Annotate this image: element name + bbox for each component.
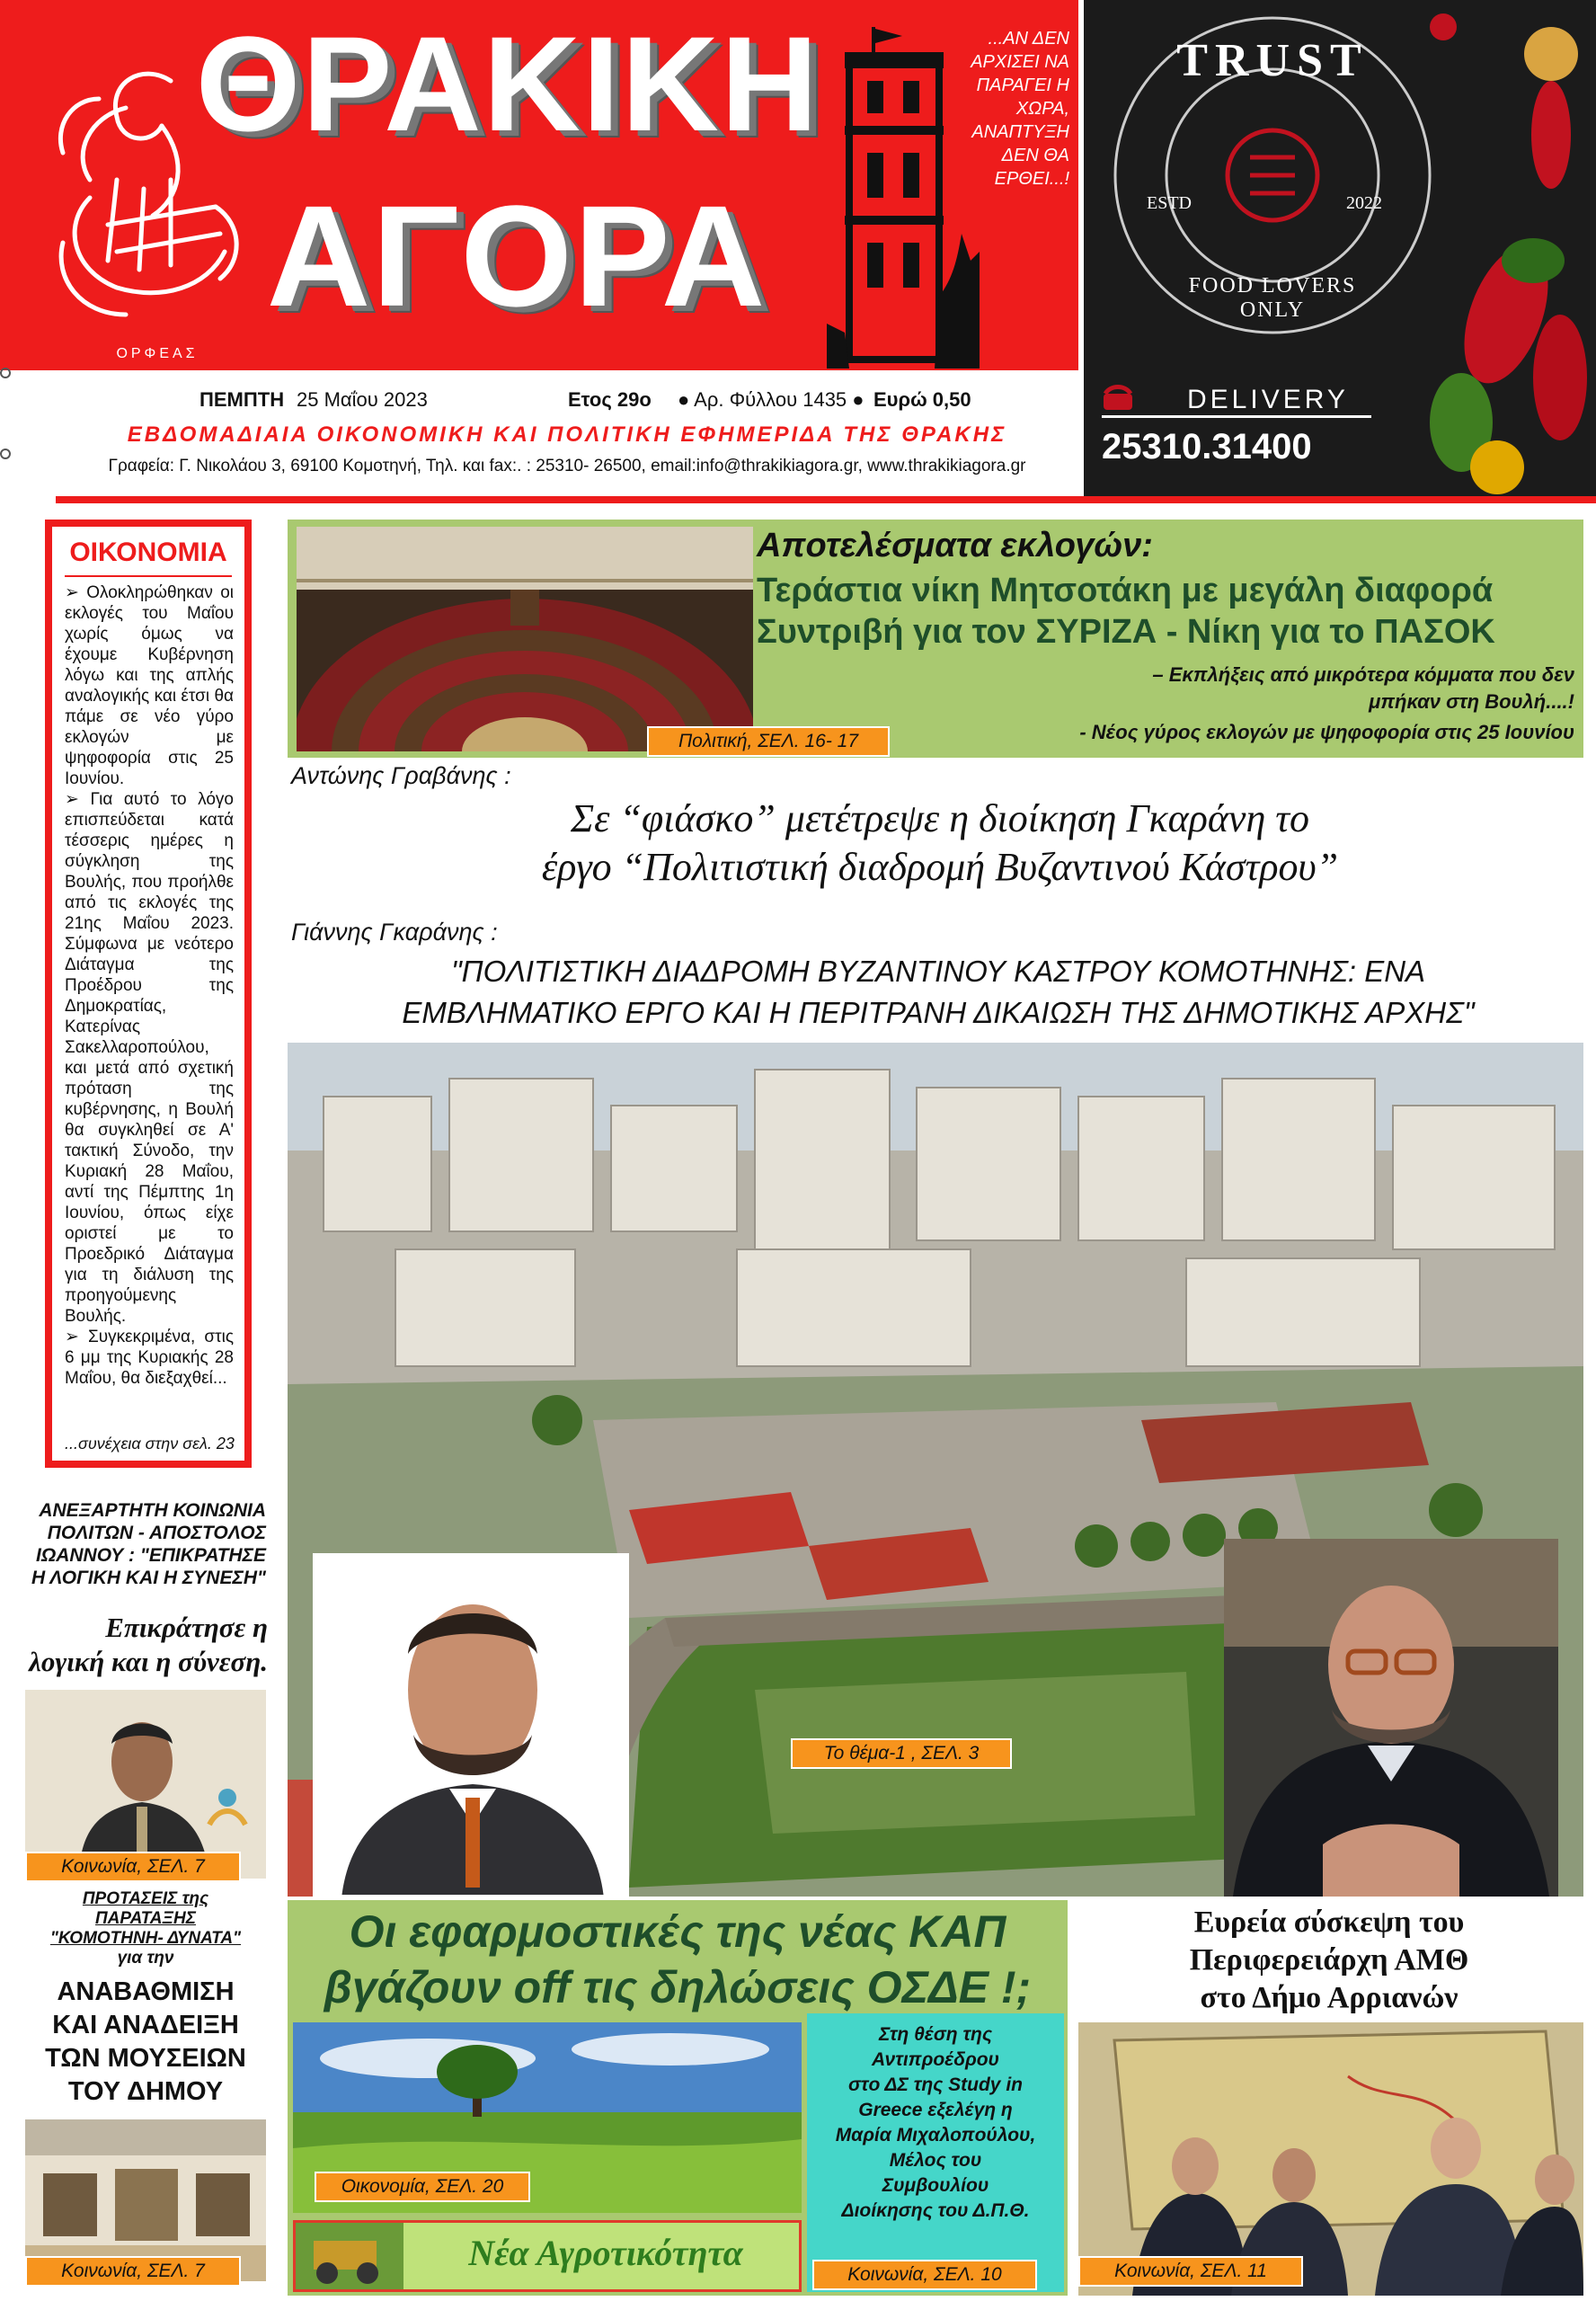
election-story-sub2: μπήκαν στη Βουλή....! <box>1369 690 1574 713</box>
ad-tagline: FOOD LOVERS ONLY <box>1188 274 1357 322</box>
society-story-kicker: ΑΝΕΞΑΡΤΗΤΗ ΚΟΙΝΩΝΙΑ ΠΟΛΙΤΩΝ - ΑΠΟΣΤΟΛΟΣ ΙΩΑΝΝΟΥ : "ΕΠΙΚΡΑΤΗΣΕ Η ΛΟΓΙΚΗ ΚΑΙ Η ΣΥΝΕΣΗ" <box>31 1500 266 1588</box>
museum-story-headline[interactable]: ΑΝΑΒΑΘΜΙΣΗ ΚΑΙ ΑΝΑΔΕΙΞΗ ΤΩΝ ΜΟΥΣΕΙΩΝ ΤΟΥ ΔΗΜΟΥ <box>45 1977 246 2106</box>
newspaper-subtitle: ΕΒΔΟΜΑΔΙΑΙΑ ΟΙΚΟΝΟΜΙΚΗ ΚΑΙ ΠΟΛΙΤΙΚΗ ΕΦΗΜΕΡΙΔΑ ΤΗΣ ΘΡΑΚΗΣ <box>127 422 1007 447</box>
election-story-headline1[interactable]: Τεράστια νίκη Μητσοτάκη με μεγάλη διαφορά <box>757 572 1494 609</box>
economy-paragraph: ➢ Ολοκληρώθηκαν οι εκλογές του Μαΐου χωρίς όμως να έχουμε Κυβέρνηση λόγω και της απλής αναλογικής και έτσι θα πάμε σε νέο γύρο εκλογών με ψηφοφορία στις 25 Ιουνίου. <box>65 583 234 788</box>
economy-paragraph: ➢ Για αυτό το λόγο επισπεύδεται κατά τέσσερις ημέρες η σύγκληση της Βουλής, που προήλθε από τις εκλογές της 21ης Μαΐου 2023. Σύμφωνα με νεότερο Διάταγμα της Προέδρου της Δημοκρατίας, Κατερίνας Σακελλαροπούλου, και μετά από σχετική πρόταση της κυβέρνησης, η Βουλή θα συγκληθεί σε Α' τακτική Σύνοδο, την Κυριακή 28 Μαΐου, αντί της Πέμπτης 1η Ιουνίου, όπως είχε οριστεί με το Προεδρικό Διάταγμα για τη διάλυση της προηγούμενης Βουλής. <box>65 790 234 1326</box>
ad-year: 2022 <box>1346 193 1382 213</box>
newspaper-title-line2: ΑΓΟΡΑ <box>266 175 767 336</box>
issue-date: 25 Μαΐου 2023 <box>297 388 428 411</box>
study-story-caption[interactable]: Κοινωνία, ΣΕΛ. 10 <box>812 2260 1037 2290</box>
logo-caption: ΟΡΦΕΑΣ <box>116 346 199 361</box>
castle-story-author2: Γιάννης Γκαράνης : <box>291 919 498 946</box>
region-meeting-photo <box>1078 2022 1583 2296</box>
cap-story-caption[interactable]: Οικονομία, ΣΕΛ. 20 <box>315 2172 530 2202</box>
ad-divider <box>1102 415 1371 418</box>
museum-story-kicker: ΠΡΟΤΑΣΕΙΣ της ΠΑΡΑΤΑΞΗΣ "ΚΟΜΟΤΗΝΗ- ΔΥΝΑΤΑ" για την <box>49 1889 242 1968</box>
castle-story-headline2[interactable]: "ΠΟΛΙΤΙΣΤΙΚΗ ΔΙΑΔΡΟΜΗ ΒΥΖΑΝΤΙΝΟΥ ΚΑΣΤΡΟΥ ΚΟΜΟΤΗΝΗΣ: ΕΝΑ ΕΜΒΛΗΜΑΤΙΚΟ ΕΡΓΟ ΚΑΙ Η ΠΕΡΙΤΡΑΝΗ ΔΙΚΑΙΩΣΗ ΤΗΣ ΔΗΜΟΤΙΚΗΣ ΑΡΧΗΣ" <box>402 955 1475 1029</box>
society-story-headline[interactable]: Επικράτησε η λογική και η σύνεση. <box>29 1612 268 1677</box>
margin-mark <box>0 346 11 481</box>
masthead-info <box>56 378 1078 493</box>
economy-paragraph: ➢ Συγκεκριμένα, στις 6 μμ της Κυριακής 28 Μαΐου, θα διεξαχθεί... <box>65 1328 234 1388</box>
society-story-photo <box>25 1690 266 1879</box>
ad-estd: ESTD <box>1147 193 1192 213</box>
issue-price: Ευρώ 0,50 <box>873 388 971 411</box>
newspaper-title-line1: ΘΡΑΚΙΚΗ <box>195 8 820 159</box>
region-story-headline[interactable]: Ευρεία σύσκεψη του Περιφερειάρχη ΑΜΘ στο Δήμο Αρριανών <box>1189 1906 1469 2014</box>
ad-delivery-label: DELIVERY <box>1187 385 1349 414</box>
telephone-icon <box>1102 385 1134 412</box>
cap-story-headline[interactable]: Οι εφαρμοστικές της νέας ΚΑΠ βγάζουν off τις δηλώσεις ΟΣΔΕ !; <box>324 1906 1032 2012</box>
election-story-headline2[interactable]: Συντριβή για τον ΣΥΡΙΖΑ - Νίκη για το ΠΑΣΟΚ <box>757 613 1495 651</box>
castle-story-headline1[interactable]: Σε “φιάσκο” μετέτρεψε η διοίκηση Γκαράνη το έργο “Πολιτιστική διαδρομή Βυζαντινού Κάστρου” <box>541 796 1339 889</box>
agrotikotita-banner-text: Νέα Αγροτικότητα <box>468 2233 743 2273</box>
study-story-text[interactable]: Στη θέση της Αντιπροέδρου στο ΔΣ της Study in Greece εξελέγη η Μαρία Μιχαλοπούλου, Μέλος του Συμβουλίου Διοίκησης του Δ.Π.Θ. <box>835 2024 1036 2221</box>
issue-year: Ετος 29ο <box>568 388 652 411</box>
economy-title: ΟΙΚΟΝΟΜΙΑ <box>69 537 227 567</box>
region-story-caption[interactable]: Κοινωνία, ΣΕΛ. 11 <box>1078 2256 1303 2287</box>
castle-story-caption[interactable]: Το θέμα-1 , ΣΕΛ. 3 <box>791 1738 1012 1769</box>
trust-advertisement[interactable] <box>1084 0 1596 496</box>
economy-continued[interactable]: ...συνέχεια στην σελ. 23 <box>65 1435 235 1453</box>
garanis-portrait <box>1224 1539 1558 1897</box>
issue-number: ● Αρ. Φύλλου 1435 ● <box>678 388 864 411</box>
election-story-sub3: - Νέος γύρος εκλογών με ψηφοφορία στις 25 Ιουνίου <box>1079 721 1574 743</box>
ad-brand: TRUST <box>1176 35 1369 86</box>
economy-divider <box>65 575 232 577</box>
header-rule <box>56 496 1596 503</box>
ad-phone[interactable]: 25310.31400 <box>1102 427 1312 466</box>
castle-story-author1: Αντώνης Γραβάνης : <box>291 762 511 789</box>
issue-day: ΠΕΜΠΤΗ <box>200 388 285 411</box>
agrotikotita-banner[interactable] <box>293 2220 802 2292</box>
newspaper-address: Γραφεία: Γ. Νικολάου 3, 69100 Κομοτηνή, Τηλ. και fax:. : 25310- 26500, email:info@thrakikiagora.gr, www.thrakikiagora.gr <box>108 457 1026 475</box>
society-story-caption[interactable]: Κοινωνία, ΣΕΛ. 7 <box>25 1852 241 1882</box>
masthead-slogan: ...ΑΝ ΔΕΝ ΑΡΧΙΣΕΙ ΝΑ ΠΑΡΑΓΕΙ Η ΧΩΡΑ, ΑΝΑΠΤΥΞΗ ΔΕΝ ΘΑ ΕΡΘΕΙ...! <box>971 29 1069 189</box>
economy-column <box>45 520 252 1468</box>
election-story-title: Αποτελέσματα εκλογών: <box>757 527 1153 564</box>
economy-text <box>65 582 234 1389</box>
election-story-sub1: – Εκπλήξεις από μικρότερα κόμματα που δεν <box>1152 663 1574 686</box>
parliament-photo <box>297 527 753 751</box>
election-story-caption[interactable]: Πολιτική, ΣΕΛ. 16- 17 <box>647 726 890 757</box>
museum-story-caption[interactable]: Κοινωνία, ΣΕΛ. 7 <box>25 2256 241 2287</box>
gravanis-portrait <box>313 1553 629 1897</box>
